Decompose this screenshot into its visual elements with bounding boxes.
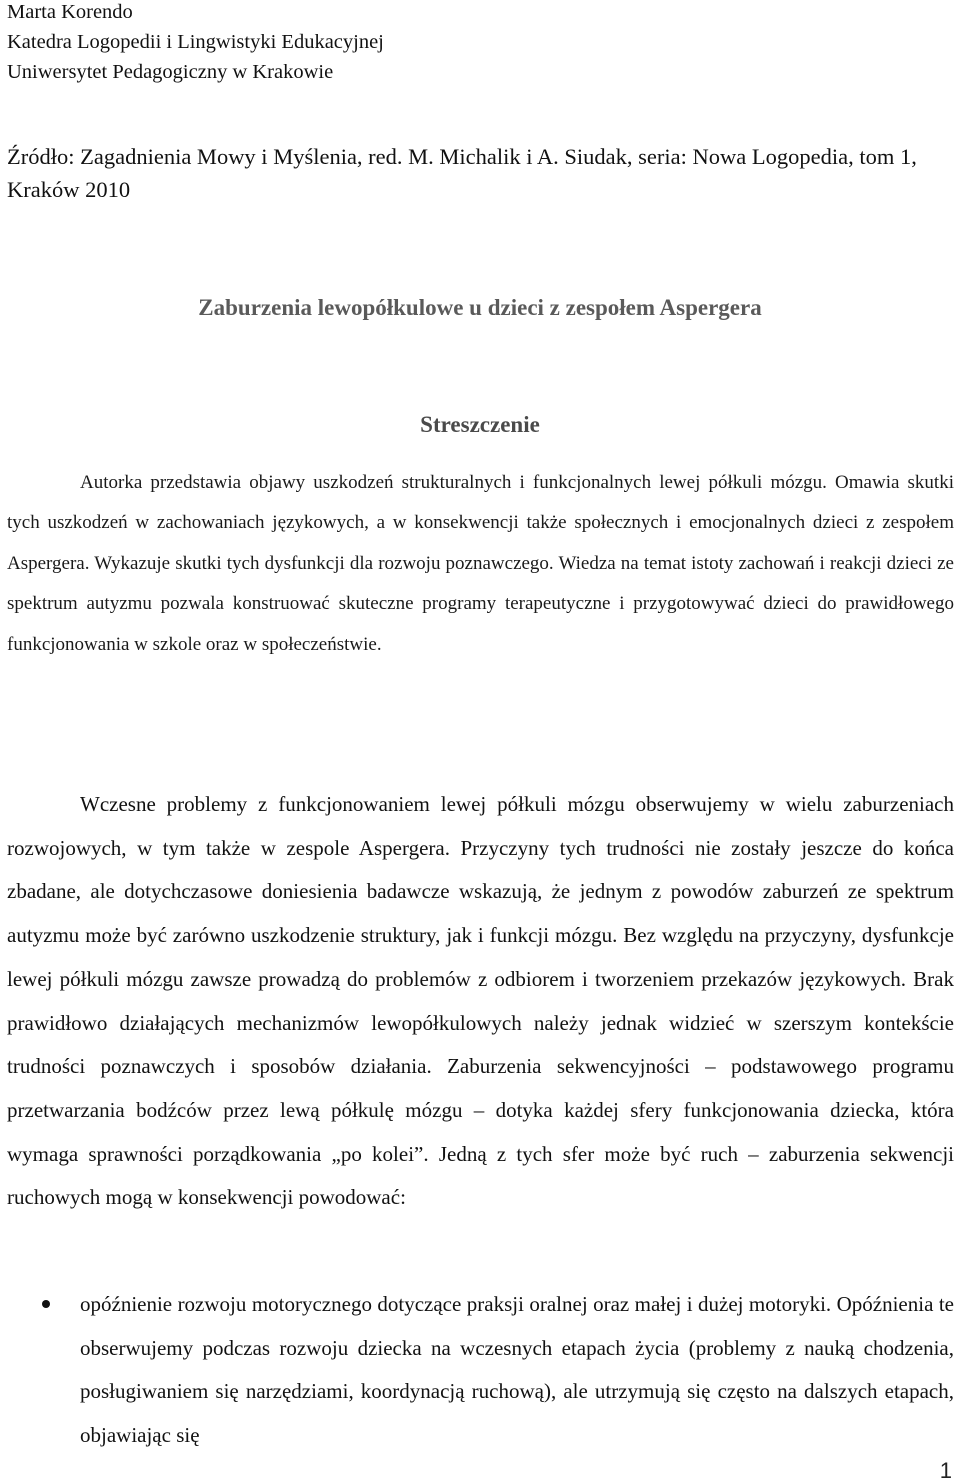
list-item	[0, 1283, 954, 1457]
bullet-list	[0, 1283, 960, 1457]
author-name: Marta Korendo	[7, 1, 133, 23]
source-citation: Źródło: Zagadnienia Mowy i Myślenia, red. M. Michalik i A. Siudak, seria: Nowa Logopedia, tom 1, Kraków 2010	[7, 144, 917, 202]
abstract-text: Autorka przedstawia objawy uszkodzeń strukturalnych i funkcjonalnych lewej półkuli mózgu. Omawia skutki tych uszkodzeń w zachowaniach językowych, a w konsekwencji także społecznych i emocjonalnych dzieci z zespołem Aspergera. Wykazuje skutki tych dysfunkcji dla rozwoju poznawczego. Wiedza na temat istoty zachowań i reakcji dzieci ze spektrum autyzmu pozwala konstruować skuteczne programy terapeutyczne i przygotowywać dzieci do prawidłowego funkcjonowania w szkole oraz w społeczeństwie.	[7, 472, 954, 655]
article-title: Zaburzenia lewopółkulowe u dzieci z zespołem Aspergera	[198, 295, 762, 320]
page-number: 1	[939, 1458, 952, 1483]
university-name: Uniwersytet Pedagogiczny w Krakowie	[7, 61, 334, 83]
list-item-text: opóźnienie rozwoju motorycznego dotyczące praksji oralnej oraz małej i dużej motoryki. Opóźnienia te obserwujemy podczas rozwoju dziecka na wczesnych etapach życia (problemy z nauką chodzenia, posługiwaniem się narzędziami, koordynacją ruchową), ale utrzymują się często na dalszych etapach, objawiając się	[80, 1292, 954, 1447]
department-name: Katedra Logopedii i Lingwistyki Edukacyjnej	[7, 31, 384, 53]
bullet-icon	[42, 1300, 50, 1308]
abstract-heading: Streszczenie	[420, 412, 540, 437]
body-paragraph: Wczesne problemy z funkcjonowaniem lewej półkuli mózgu obserwujemy w wielu zaburzeniach rozwojowych, w tym także w zespole Aspergera. Przyczyny tych trudności nie zostały jeszcze do końca zbadane, ale dotychczasowe doniesienia badawcze wskazują, że jednym z powodów zaburzeń ze spektrum autyzmu może być zarówno uszkodzenie struktury, jak i funkcji mózgu. Bez względu na przyczyny, dysfunkcje lewej półkuli mózgu zawsze prowadzą do problemów z odbiorem i tworzeniem przekazów językowych. Brak prawidłowo działających mechanizmów lewopółkulowych należy jednak widzieć w szerszym kontekście trudności poznawczych i sposobów działania. Zaburzenia sekwencyjności – podstawowego programu przetwarzania bodźców przez lewą półkulę mózgu – dotyka każdej sfery funkcjonowania dziecka, która wymaga sprawności porządkowania „po kolei”. Jedną z tych sfer może być ruch – zaburzenia sekwencji ruchowych mogą w konsekwencji powodować:	[7, 792, 954, 1210]
author-header	[7, 0, 947, 87]
